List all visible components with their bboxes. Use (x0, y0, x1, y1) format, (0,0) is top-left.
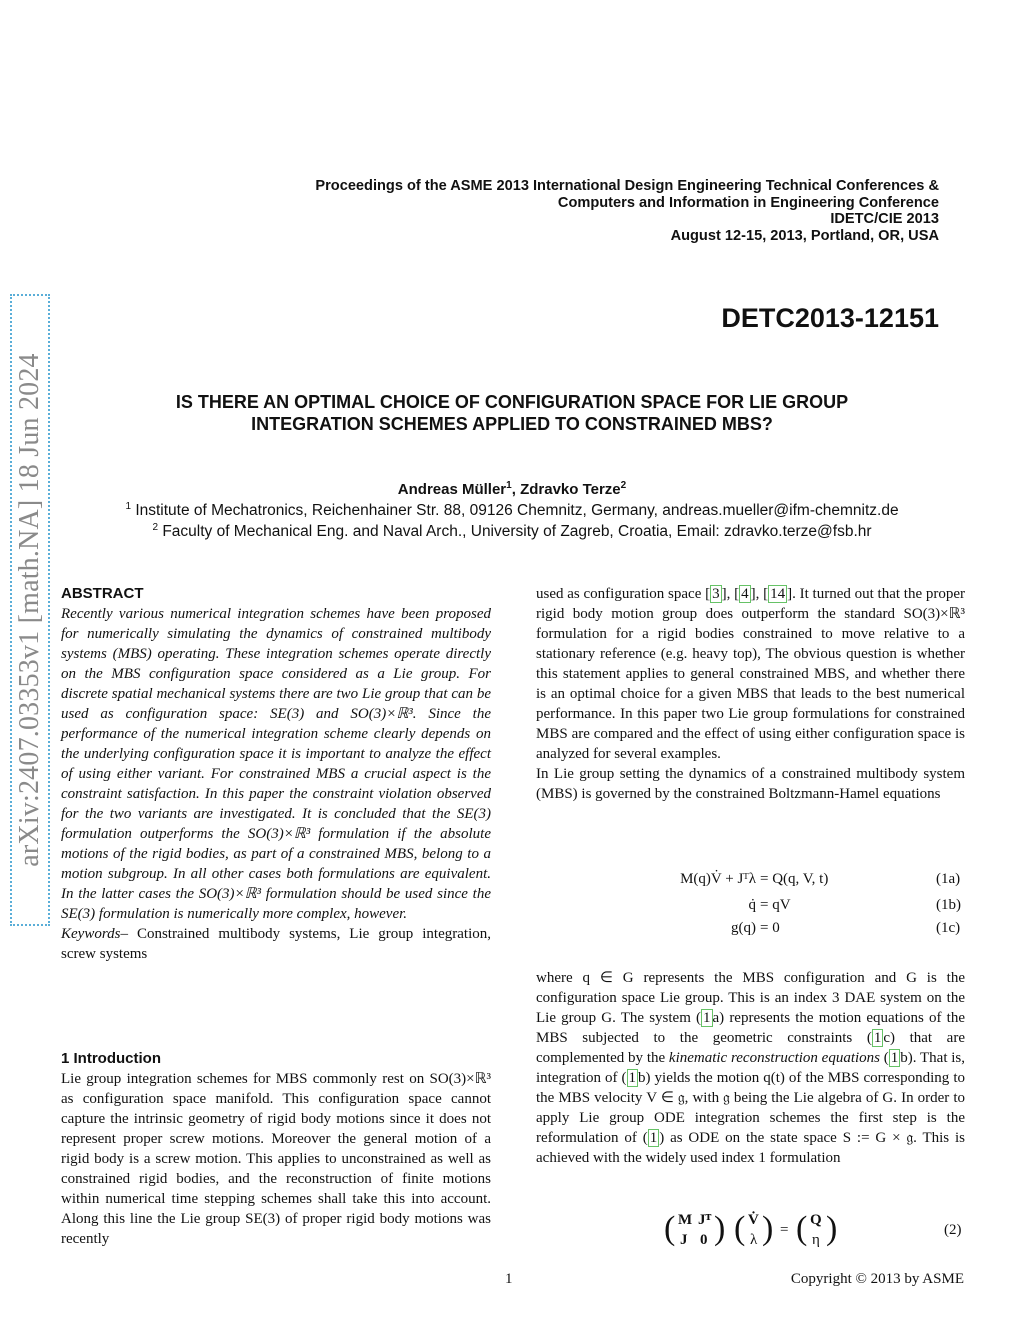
author-separator: , (511, 481, 521, 498)
eq1c-lhs: g(q) (731, 920, 756, 936)
proceedings-line: IDETC/CIE 2013 (830, 211, 939, 227)
introduction-section (61, 1049, 491, 1249)
matrix-paren: ) (714, 1210, 726, 1247)
page-number: 1 (505, 1271, 513, 1287)
eq1a-number: (1a) (936, 871, 961, 887)
matrix-entry: 0 (700, 1232, 708, 1248)
keywords-label: Keywords– (61, 926, 128, 942)
affiliation-2 (0, 523, 1024, 541)
eq1b-number: (1b) (936, 897, 961, 913)
eq1c-number: (1c) (936, 920, 961, 936)
proceedings-header (315, 178, 939, 244)
vector-entry: Q (810, 1212, 822, 1228)
title-line: INTEGRATION SCHEMES APPLIED TO CONSTRAINED MBS? (251, 414, 773, 434)
matrix-entry: Jᵀ (698, 1212, 712, 1228)
equation-link[interactable]: 1 (703, 1010, 711, 1026)
text-run: ) as ODE on the state space S := G × 𝔤. This is achieved with the widely used index 1 formulation (536, 1130, 965, 1166)
eq1c-rhs: = 0 (760, 920, 780, 936)
right-column-top (536, 584, 965, 804)
affil-mark: 2 (152, 522, 158, 533)
text-run: kinematic reconstruction equations (668, 1050, 880, 1066)
paragraph: In Lie group setting the dynamics of a constrained multibody system (MBS) is governed by the constrained Boltzmann-Hamel equations (536, 766, 965, 802)
citation-link[interactable]: 4 (741, 586, 749, 602)
text-run: b). That is, integration of ( (536, 1050, 965, 1086)
right-column-bottom (536, 968, 965, 1168)
text-run: a) represents the motion equations of the MBS subjected to the geometric constraints ( (536, 1010, 965, 1046)
eq1a-lhs: M(q)V̇ + Jᵀλ (680, 871, 756, 887)
abstract-heading: ABSTRACT (61, 585, 144, 602)
paper-title (0, 391, 1024, 435)
proceedings-line: August 12-15, 2013, Portland, OR, USA (670, 227, 939, 244)
proceedings-line: Proceedings of the ASME 2013 International Design Engineering Technical Conferences & (315, 178, 939, 194)
matrix-entry: M (678, 1212, 693, 1228)
arxiv-stamp[interactable] (10, 294, 50, 926)
equation-link[interactable]: 1 (873, 1030, 882, 1046)
text-run: ( (880, 1050, 889, 1066)
author-name: Andreas Müller (397, 481, 507, 498)
author-name: Zdravko Terze (520, 481, 621, 498)
vector-paren: ) (826, 1210, 838, 1247)
eq1b-lhs: q̇ (748, 897, 756, 913)
text-run: . It turned out that the proper rigid body motion group does outperform the standard SO(3)×ℝ³ formulation for a rigid bodies constrained to move relative to a stationary reference (e.g. heavy top), The obvious question is whether this statement applies to general constrained MBS, and whether there is an optimal choice for a given MBS that leads to the best numerical performance. In this paper two Lie group formulations for constrained MBS are compared and the effect of using either configuration space is analyzed for several examples. (536, 586, 965, 762)
eq2-number: (2) (944, 1222, 962, 1238)
eq1b-rhs: = qV (760, 897, 791, 913)
keywords (61, 924, 491, 964)
citation-link[interactable]: 3 (712, 586, 720, 602)
copyright: Copyright © 2013 by ASME (790, 1271, 964, 1287)
vector-entry: η (812, 1232, 820, 1248)
paper-id: DETC2013-12151 (721, 303, 939, 333)
vector-entry: λ (750, 1232, 758, 1248)
author-affil-mark: 2 (620, 480, 627, 491)
keywords-text: Constrained multibody systems, Lie group integration, screw systems (61, 926, 491, 962)
proceedings-line: Computers and Information in Engineering Conference (557, 194, 939, 211)
citation-link[interactable]: 14 (770, 586, 786, 602)
author-affil-mark: 1 (506, 480, 512, 491)
matrix-entry: J (680, 1232, 688, 1248)
matrix-paren: ( (664, 1210, 676, 1247)
paragraph: used as configuration space [ 3 ], [ 4 ], [ 14 ]. It turned out that the proper rigid body motion group does outperform the standard SO(3)×ℝ³ formulation for a rigid bodies constrained to move relative to a stationary reference (e.g. heavy top), The obvious question is whether this statement applies to general constrained MBS, and whether there is an optimal choice for a given MBS that leads to the best numerical performance. In this paper two Lie group formulations for constrained MBS are compared and the effect of using either configuration space is analyzed for several examples. (536, 586, 965, 762)
introduction-heading: 1 Introduction (61, 1050, 161, 1067)
affil-text: Faculty of Mechanical Eng. and Naval Arch., University of Zagreb, Croatia, Email: zdravko.terze@fsb.hr (162, 523, 872, 540)
equation-link[interactable]: 1 (628, 1070, 637, 1086)
equation-link[interactable]: 1 (649, 1130, 658, 1146)
vector-paren: ( (796, 1210, 808, 1247)
text-run: b) yields the motion q(t) of the MBS corresponding to the MBS velocity V ∈ 𝔤, with 𝔤 being the Lie algebra of G. In order to apply Lie group ODE integration schemes the first step is the reformulation of ( (536, 1070, 965, 1146)
equals-sign: = (780, 1222, 789, 1238)
eq1a-rhs: = Q(q, V, t) (760, 871, 829, 887)
text-run: c) that are complemented by the (536, 1030, 965, 1066)
arxiv-stamp-text: arXiv:2407.03353v1 [math.NA] 18 Jun 2024 (14, 353, 45, 867)
title-line: IS THERE AN OPTIMAL CHOICE OF CONFIGURATION SPACE FOR LIE GROUP (175, 392, 849, 412)
text-run: used as configuration space (536, 586, 706, 602)
abstract-body: Recently various numerical integration schemes have been proposed for numerically simulating the dynamics of constrained multibody systems (MBS) operating. These integration schemes operate directly on the MBS configuration space considered as a Lie group. For discrete spatial mechanical systems there are two Lie group that can be used as configuration space: SE(3) and SO(3)×ℝ³. Since the performance of the numerical integration scheme clearly depends on the underlying configuration space it is important to analyze the effect of using either variant. For constrained MBS a crucial aspect is the constraint satisfaction. In this paper the constraint violation observed for the two variants are investigated. It is concluded that the SE(3) formulation outperforms the SO(3)×ℝ³ formulation if the absolute motions of the rigid bodies, as part of a constrained MBS, belong to a motion subgroup. In all other cases both formulations are equivalent. In the latter cases the SO(3)×ℝ³ formulation should be used since the SE(3) formulation is numerically more complex, however. (61, 606, 491, 922)
vector-entry: V̇ (748, 1212, 759, 1228)
affil-mark: 1 (125, 501, 131, 512)
vector-paren: ) (762, 1210, 774, 1247)
author-list (0, 481, 1024, 498)
abstract-section (61, 584, 491, 964)
paragraph (536, 968, 965, 1168)
affiliation-1 (0, 502, 1024, 520)
vector-paren: ( (734, 1210, 746, 1247)
affil-text: Institute of Mechatronics, Reichenhainer Str. 88, 09126 Chemnitz, Germany, andreas.mueller@ifm-chemnitz.de (135, 502, 899, 519)
introduction-body: Lie group integration schemes for MBS commonly rest on SO(3)×ℝ³ as configuration space manifold. This configuration space cannot capture the intrinsic geometry of rigid body motions since it does not represent proper screw motions. Moreover the general motion of a rigid body is a screw motion. This applies to unconstrained as well as constrained rigid bodies, and the reconstruction of finite motions within numerical time stepping schemes shall take this into account. Along this line the Lie group SE(3) of proper rigid body motions was recently (61, 1071, 491, 1247)
text-run: where q ∈ G represents the MBS configuration and G is the configuration space Lie group. This is an index 3 DAE system on the Lie group G. The system ( (536, 970, 965, 1026)
equation-link[interactable]: 1 (890, 1050, 899, 1066)
